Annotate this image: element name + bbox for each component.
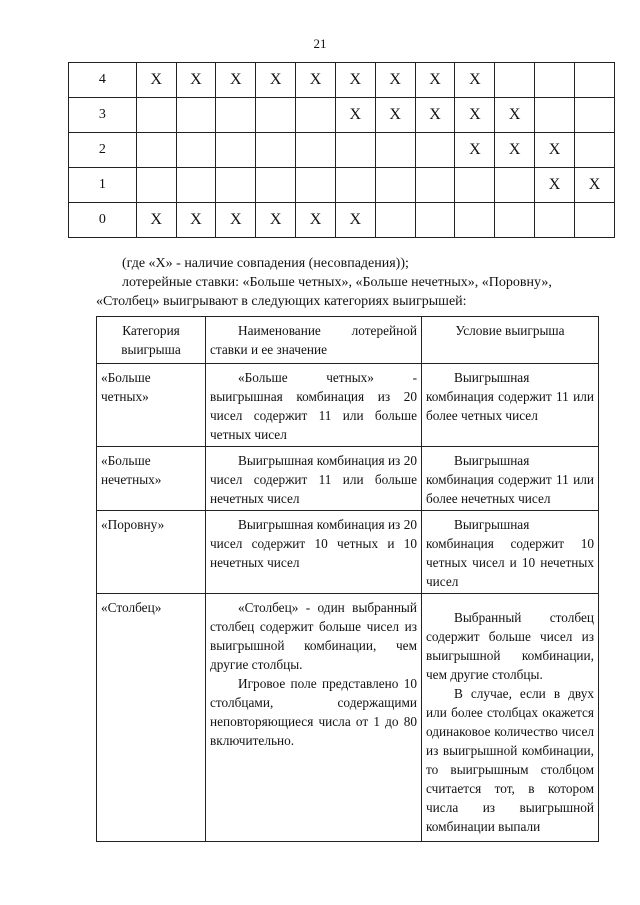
header-row [97, 317, 599, 364]
grid-cell: X [455, 133, 495, 168]
grid-cell [415, 133, 455, 168]
grid-cell: X [375, 63, 415, 98]
grid-cell: X [256, 63, 296, 98]
grid-cell: X [535, 133, 575, 168]
grid-row [69, 98, 615, 133]
header-condition: Условие выигрыша [422, 317, 599, 364]
grid-row [69, 63, 615, 98]
grid-cell [574, 98, 614, 133]
grid-cell: X [296, 203, 336, 238]
table-row [97, 447, 599, 511]
grid-cell: X [136, 203, 176, 238]
grid-cell [216, 133, 256, 168]
grid-cell: X [136, 63, 176, 98]
grid-cell [216, 168, 256, 203]
grid-row-label: 3 [69, 98, 137, 133]
grid-cell [256, 133, 296, 168]
grid-row-label: 2 [69, 133, 137, 168]
row-name [206, 594, 422, 842]
grid-row [69, 168, 615, 203]
grid-cell: X [335, 203, 375, 238]
grid-cell: X [335, 63, 375, 98]
grid-cell: X [415, 63, 455, 98]
row-condition-paragraph-1: Выбранный столбец содержит больше чисел из выигрышной комбинации, чем другие столбцы. [426, 610, 594, 682]
win-categories-table [96, 316, 599, 842]
grid-cell: X [256, 203, 296, 238]
grid-cell: X [415, 98, 455, 133]
intro-line-1: лотерейные ставки: «Больше четных», «Больше нечетных», «Поровну», [122, 275, 552, 290]
header-name: Наименование лотерейной ставки и ее значение [206, 317, 422, 364]
row-name: Выигрышная комбинация из 20 чисел содержит 10 четных и 10 нечетных чисел [206, 511, 422, 594]
grid-cell: X [455, 98, 495, 133]
grid-cell [136, 168, 176, 203]
grid-cell: X [495, 133, 535, 168]
grid-cell [535, 98, 575, 133]
grid-cell [574, 203, 614, 238]
grid-cell: X [296, 63, 336, 98]
grid-cell [535, 203, 575, 238]
grid-cell: X [495, 98, 535, 133]
header-category: Категория выигрыша [97, 317, 206, 364]
grid-cell [136, 133, 176, 168]
grid-cell [335, 168, 375, 203]
grid-cell [535, 63, 575, 98]
grid-cell [176, 98, 216, 133]
grid-row [69, 203, 615, 238]
grid-row-label: 4 [69, 63, 137, 98]
table-row [97, 511, 599, 594]
row-name-paragraph-2: Игровое поле представлено 10 столбцами, содержащими неповторяющиеся числа от 1 до 80 включительно. [210, 676, 417, 748]
grid-row-label: 0 [69, 203, 137, 238]
row-condition: Выигрышная комбинация содержит 11 или более четных чисел [422, 364, 599, 447]
grid-cell: X [574, 168, 614, 203]
grid-cell [296, 133, 336, 168]
grid-cell [296, 168, 336, 203]
grid-cell [415, 168, 455, 203]
grid-cell [495, 63, 535, 98]
grid-cell [256, 98, 296, 133]
grid-cell [375, 203, 415, 238]
row-category: «Поровну» [97, 511, 206, 594]
grid-cell [136, 98, 176, 133]
page-number: 21 [313, 36, 327, 51]
grid-cell [335, 133, 375, 168]
grid-cell [495, 168, 535, 203]
grid-row [69, 133, 615, 168]
grid-cell [415, 203, 455, 238]
row-name: «Больше четных» - выигрышная комбинация из 20 чисел содержит 11 или больше четных чисел [206, 364, 422, 447]
coincidence-grid [68, 62, 615, 238]
grid-cell: X [176, 203, 216, 238]
intro-line-2: «Столбец» выигрывают в следующих категориях выигрышей: [96, 294, 467, 309]
grid-cell [574, 133, 614, 168]
grid-cell: X [216, 63, 256, 98]
table-row [97, 364, 599, 447]
grid-cell [375, 168, 415, 203]
row-name: Выигрышная комбинация из 20 чисел содержит 11 или больше нечетных чисел [206, 447, 422, 511]
grid-cell [455, 203, 495, 238]
table-row [97, 594, 599, 842]
row-category: «Больше четных» [97, 364, 206, 447]
note-line: (где «Х» - наличие совпадения (несовпадения)); [122, 256, 409, 271]
grid-cell [296, 98, 336, 133]
row-category: «Больше нечетных» [97, 447, 206, 511]
grid-cell: X [216, 203, 256, 238]
row-condition: Выигрышная комбинация содержит 10 четных чисел и 10 нечетных чисел [422, 511, 599, 594]
row-condition: Выигрышная комбинация содержит 11 или более нечетных чисел [422, 447, 599, 511]
row-name-paragraph-1: «Столбец» - один выбранный столбец содержит больше чисел из выигрышной комбинации, чем другие столбцы. [210, 600, 417, 672]
grid-cell [216, 98, 256, 133]
grid-cell [495, 203, 535, 238]
grid-cell [176, 168, 216, 203]
grid-cell: X [335, 98, 375, 133]
grid-cell [574, 63, 614, 98]
row-condition-paragraph-2: В случае, если в двух или более столбцах окажется одинаковое количество чисел из выигрышной комбинации, то выигрышным столбцом считается тот, в котором числа из выигрышной комбинации выпали [426, 686, 594, 834]
grid-cell [375, 133, 415, 168]
grid-cell [455, 168, 495, 203]
grid-cell: X [535, 168, 575, 203]
grid-cell [176, 133, 216, 168]
row-category: «Столбец» [97, 594, 206, 842]
grid-cell: X [375, 98, 415, 133]
grid-cell: X [176, 63, 216, 98]
grid-row-label: 1 [69, 168, 137, 203]
row-condition [422, 594, 599, 842]
grid-cell [256, 168, 296, 203]
grid-cell: X [455, 63, 495, 98]
